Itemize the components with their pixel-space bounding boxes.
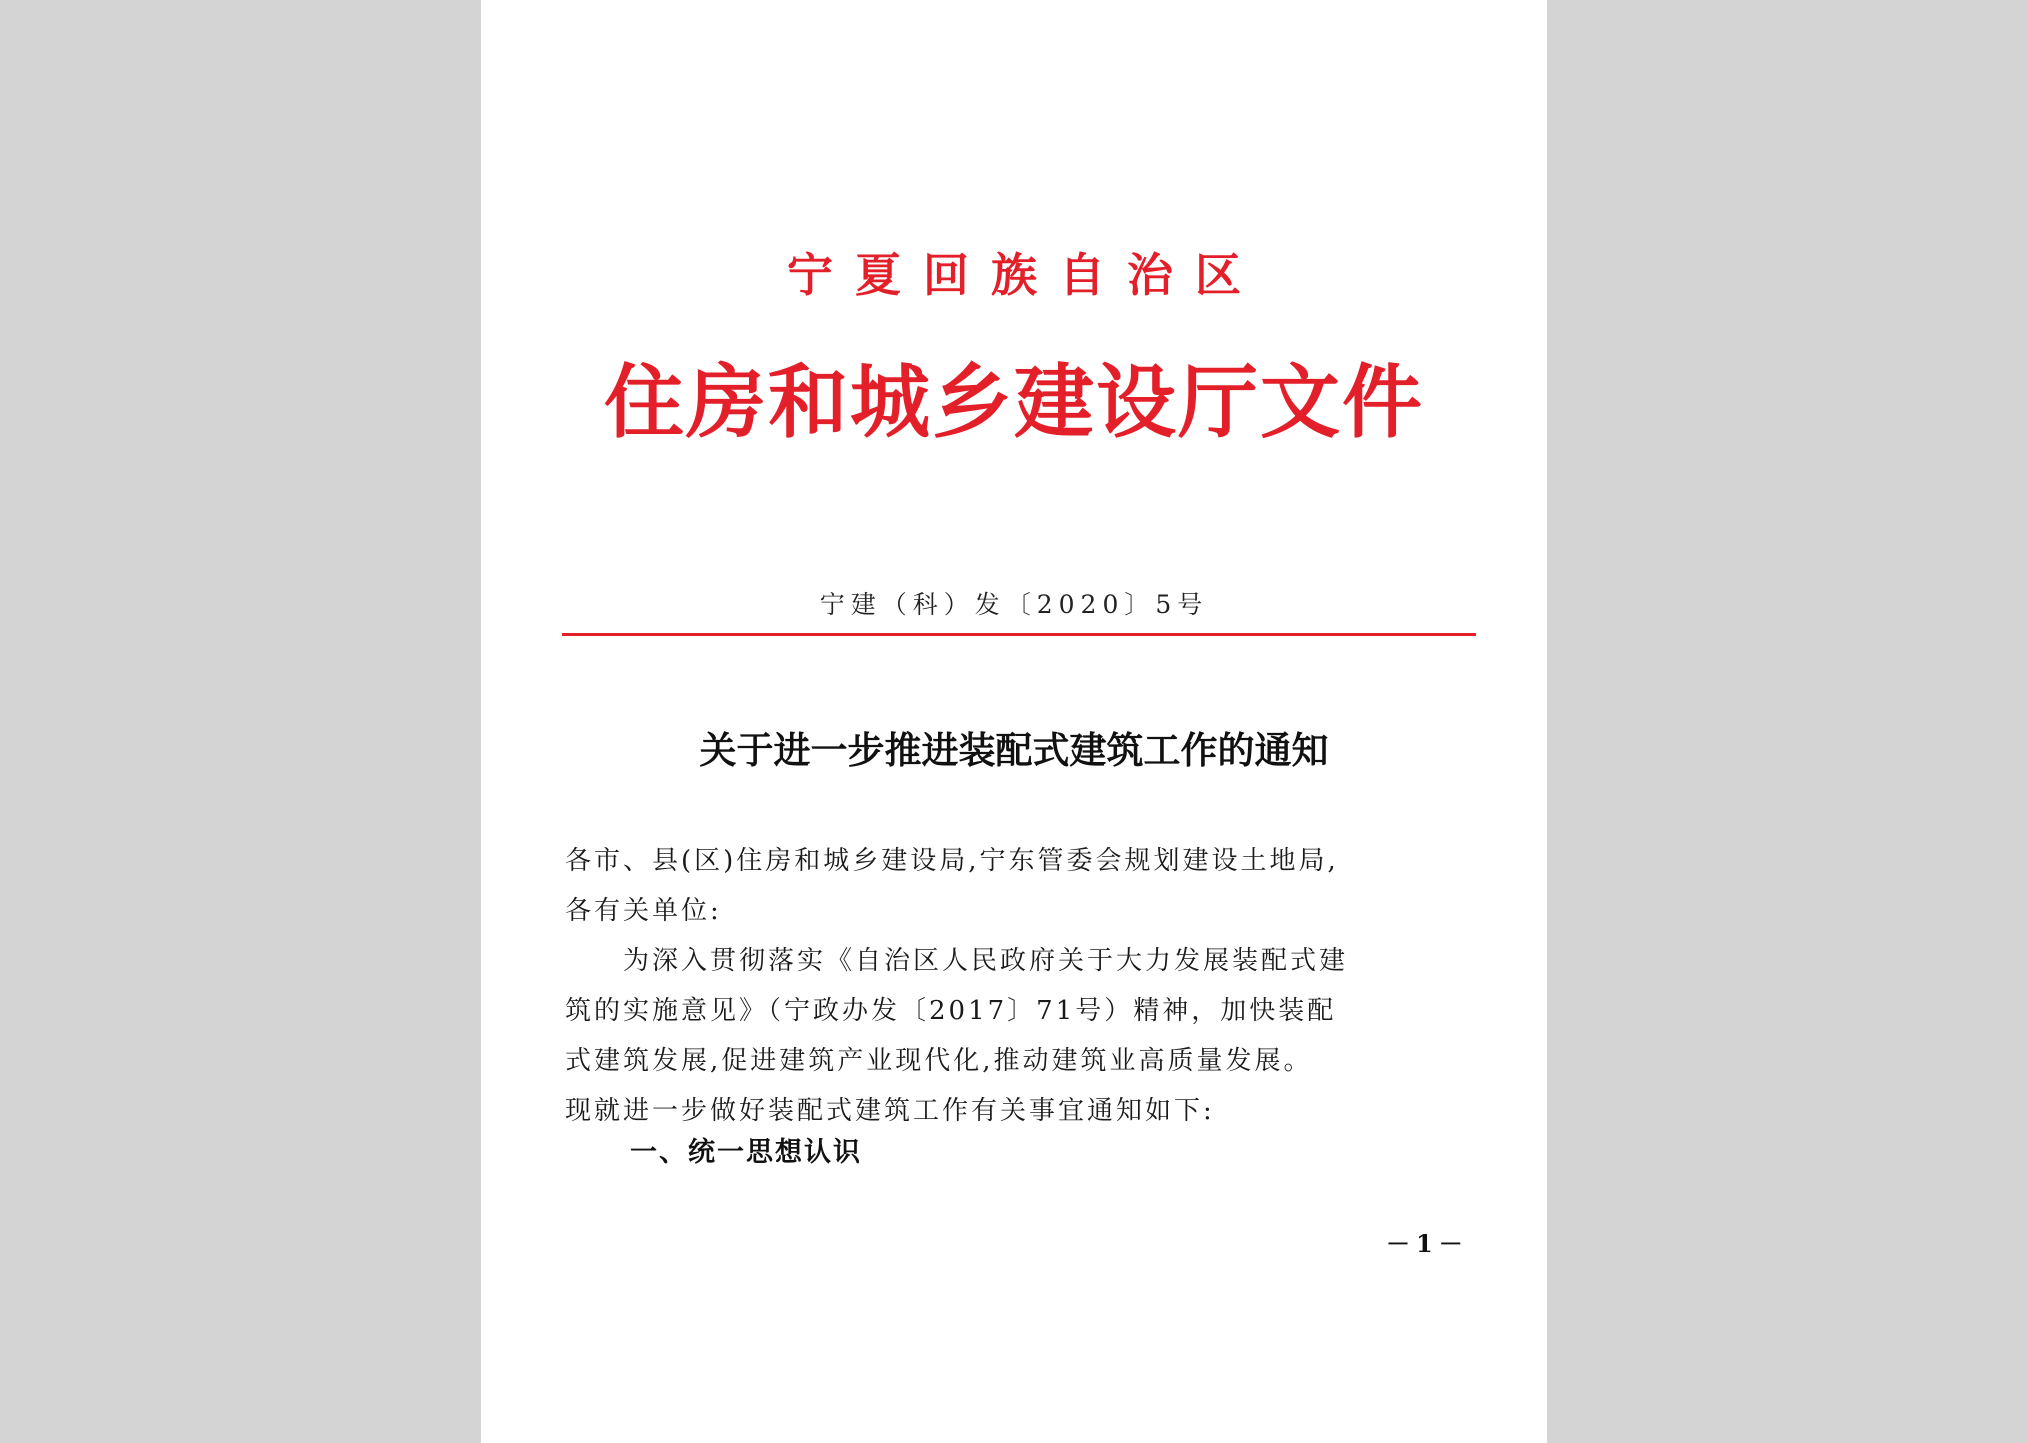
salutation-line: 各市、县(区)住房和城乡建设局,宁东管委会规划建设土地局, [565,846,1339,876]
red-divider-line [562,633,1476,636]
paragraph-line: 筑的实施意见》（宁政办发〔2017〕71号）精神，加快装配 [565,996,1337,1026]
document-page [481,0,1547,1443]
paragraph-line: 为深入贯彻落实《自治区人民政府关于大力发展装配式建 [565,946,1349,976]
document-number: 宁建（科）发〔2020〕5号 [819,590,1209,619]
body-paragraph [565,936,1445,1136]
issuing-region: 宁夏回族自治区 [787,248,1263,302]
issuing-agency: 住房和城乡建设厅文件 [604,355,1424,449]
salutation-line: 各有关单位: [565,896,722,926]
notice-title: 关于进一步推进装配式建筑工作的通知 [699,728,1329,772]
paragraph-line: 现就进一步做好装配式建筑工作有关事宜通知如下: [565,1096,1215,1126]
salutation [565,836,1445,936]
section-heading: 一、统一思想认识 [630,1137,862,1168]
page-number: －1－ [1386,1229,1469,1258]
paragraph-line: 式建筑发展,促进建筑产业现代化,推动建筑业高质量发展。 [565,1046,1313,1076]
